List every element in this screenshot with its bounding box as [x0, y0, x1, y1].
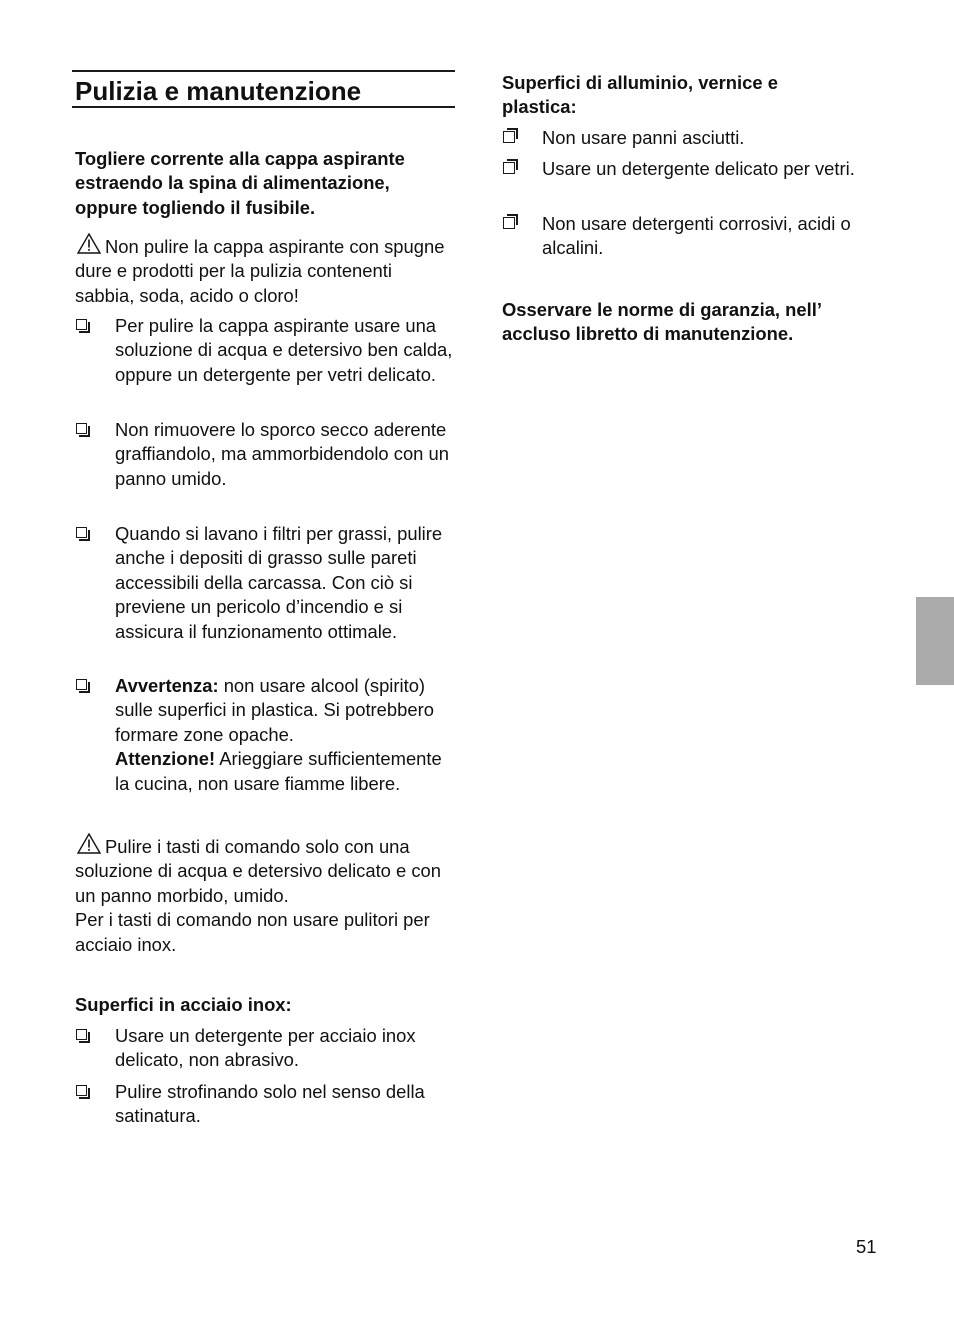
checkbox-bullet-icon [76, 679, 87, 690]
list-item-text: Non rimuovere lo sporco secco aderente graffiandolo, ma ammorbidendolo con un panno umido. [115, 419, 449, 489]
list-item-text: Pulire strofinando solo nel senso della satinatura. [115, 1081, 425, 1127]
warning-text-1: Non pulire la cappa aspirante con spugne dure e prodotti per la pulizia contenenti sabbia, soda, acido o cloro! [75, 236, 445, 306]
list-item-text: Usare un detergente per acciaio inox delicato, non abrasivo. [115, 1025, 416, 1071]
warning-icon [77, 833, 101, 854]
list-item-text: Quando si lavano i filtri per grassi, pulire anche i depositi di grasso sulle pareti accessibili della carcassa. Con ciò si previene un pericolo d’incendio e si assicura il funzionamento ottimale. [115, 523, 443, 642]
list-item-text: Non usare panni asciutti. [542, 127, 745, 148]
list-item [75, 1024, 455, 1073]
list-item [75, 522, 455, 644]
checkbox-bullet-icon [503, 131, 515, 143]
inox-heading: Superfici in acciaio inox: [75, 994, 292, 1015]
list-item [75, 314, 455, 387]
list-item [502, 212, 882, 261]
checkbox-bullet-icon [503, 217, 515, 229]
list-item-text: Non usare detergenti corrosivi, acidi o alcalini. [542, 213, 851, 259]
list-item-text [115, 674, 455, 796]
list-item [502, 157, 882, 181]
intro-warning-text: Togliere corrente alla cappa aspirante estraendo la spina di alimentazione, oppure togliendo il fusibile. [75, 148, 405, 218]
list-item-text: Per pulire la cappa aspirante usare una soluzione di acqua e detersivo ben calda, oppure un detergente per vetri delicato. [115, 315, 453, 385]
attenzione-label: Attenzione! [115, 748, 216, 770]
list-item-text: Usare un detergente delicato per vetri. [542, 158, 855, 179]
guarantee-note: Osservare le norme di garanzia, nell’ accluso libretto di manutenzione. [502, 299, 821, 345]
list-item [75, 418, 455, 491]
checkbox-bullet-icon [503, 162, 515, 174]
side-tab-marker [916, 597, 954, 685]
avvertenza-text: non usare alcool (spirito) sulle superfici in plastica. Si potrebbero formare zone opache. [115, 675, 434, 745]
warning-icon [77, 233, 101, 254]
warning-paragraph-2 [75, 833, 455, 957]
warning-text-2: Pulire i tasti di comando solo con una soluzione di acqua e detersivo delicato e con un panno morbido, umido. [75, 836, 442, 906]
list-item [75, 674, 455, 796]
checkbox-bullet-icon [76, 423, 87, 434]
checkbox-bullet-icon [76, 527, 87, 538]
title-bar [72, 70, 455, 108]
warning-paragraph-1 [75, 233, 455, 308]
attenzione-text: Arieggiare sufficientemente la cucina, non usare fiamme libere. [115, 748, 442, 794]
list-item [502, 126, 882, 150]
page-title: Pulizia e manutenzione [75, 76, 362, 106]
list-item [75, 1080, 455, 1129]
checkbox-bullet-icon [76, 1085, 87, 1096]
checkbox-bullet-icon [76, 1029, 87, 1040]
checkbox-bullet-icon [76, 319, 87, 330]
page-number: 51 [856, 1236, 877, 1257]
warning-text-2-extra: Per i tasti di comando non usare pulitori per acciaio inox. [75, 909, 430, 955]
avvertenza-label: Avvertenza: [115, 675, 219, 696]
aluminium-heading: Superfici di alluminio, vernice e plastica: [502, 72, 778, 118]
